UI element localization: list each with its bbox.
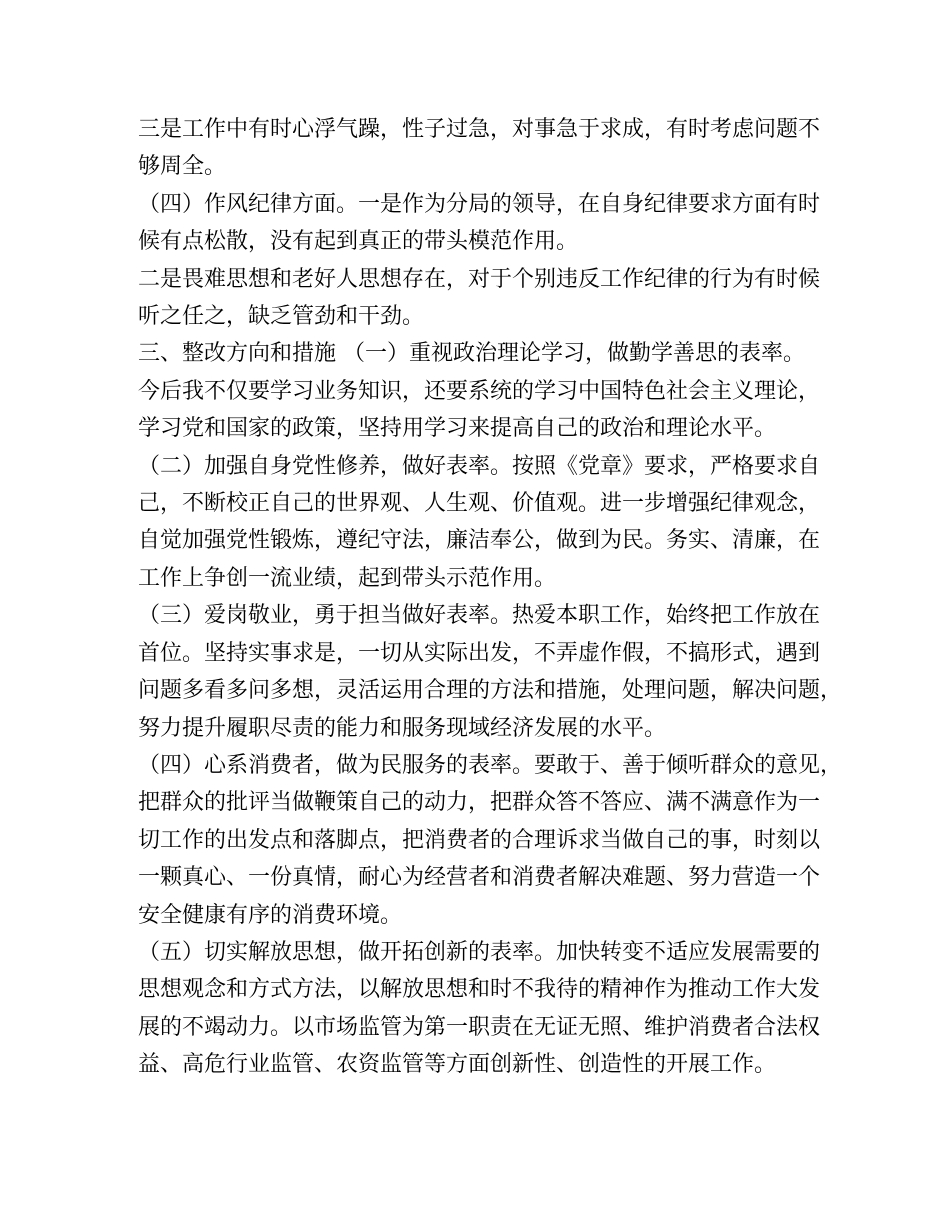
text-line: 听之任之，缺乏管劲和干劲。 (138, 304, 425, 330)
text-line: 展的不竭动力。以市场监管为第一职责在无证无照、维护消费者合法权 (138, 1014, 821, 1040)
document-body (138, 111, 843, 1084)
text-line: 努力提升履职尽责的能力和服务现域经济发展的水平。 (138, 715, 667, 741)
text-line: 今后我不仅要学习业务知识，还要系统的学习中国特色社会主义理论， (138, 378, 821, 404)
text-line: 安全健康有序的消费环境。 (138, 902, 403, 928)
text-line: （五）切实解放思想，做开拓创新的表率。加快转变不适应发展需要的 (138, 939, 821, 965)
text-line: 益、高危行业监管、农资监管等方面创新性、创造性的开展工作。 (138, 1052, 777, 1078)
text-line: 把群众的批评当做鞭策自己的动力，把群众答不答应、满不满意作为一 (138, 790, 821, 816)
text-line: 工作上争创一流业绩，起到带头示范作用。 (138, 565, 557, 591)
text-line: 二是畏难思想和老好人思想存在，对于个别违反工作纪律的行为有时候 (138, 266, 821, 292)
text-line: 思想观念和方式方法，以解放思想和时不我待的精神作为推动工作大发 (138, 977, 821, 1003)
text-line: 三是工作中有时心浮气躁，性子过急，对事急于求成，有时考虑问题不 (138, 117, 821, 142)
text-line: 三、整改方向和措施 （一）重视政治理论学习，做勤学善思的表率。 (138, 341, 805, 367)
text-line: （四）心系消费者，做为民服务的表率。要敢于、善于倾听群众的意见， (138, 752, 843, 778)
text-line: 候有点松散，没有起到真正的带头模范作用。 (138, 229, 579, 255)
text-line: 自觉加强党性锻炼，遵纪守法，廉洁奉公，做到为民。务实、清廉，在 (138, 528, 821, 554)
text-line: 己，不断校正自己的世界观、人生观、价值观。进一步增强纪律观念， (138, 491, 821, 517)
text-line: （二）加强自身党性修养，做好表率。按照《党章》要求，严格要求自 (138, 453, 821, 479)
text-line: 首位。坚持实事求是，一切从实际出发，不弄虚作假，不搞形式，遇到 (138, 640, 821, 666)
text-line: 切工作的出发点和落脚点，把消费者的合理诉求当做自己的事，时刻以 (138, 827, 821, 853)
text-line: 问题多看多问多想，灵活运用合理的方法和措施，处理问题，解决问题， (138, 678, 843, 704)
text-line: 学习党和国家的政策，坚持用学习来提高自己的政治和理论水平。 (138, 416, 777, 442)
text-line: 够周全。 (138, 154, 227, 180)
text-line: （四）作风纪律方面。一是作为分局的领导，在自身纪律要求方面有时 (138, 191, 821, 217)
text-line: （三）爱岗敬业，勇于担当做好表率。热爱本职工作，始终把工作放在 (138, 603, 821, 629)
text-line: 一颗真心、一份真情，耐心为经营者和消费者解决难题、努力营造一个 (138, 865, 821, 891)
